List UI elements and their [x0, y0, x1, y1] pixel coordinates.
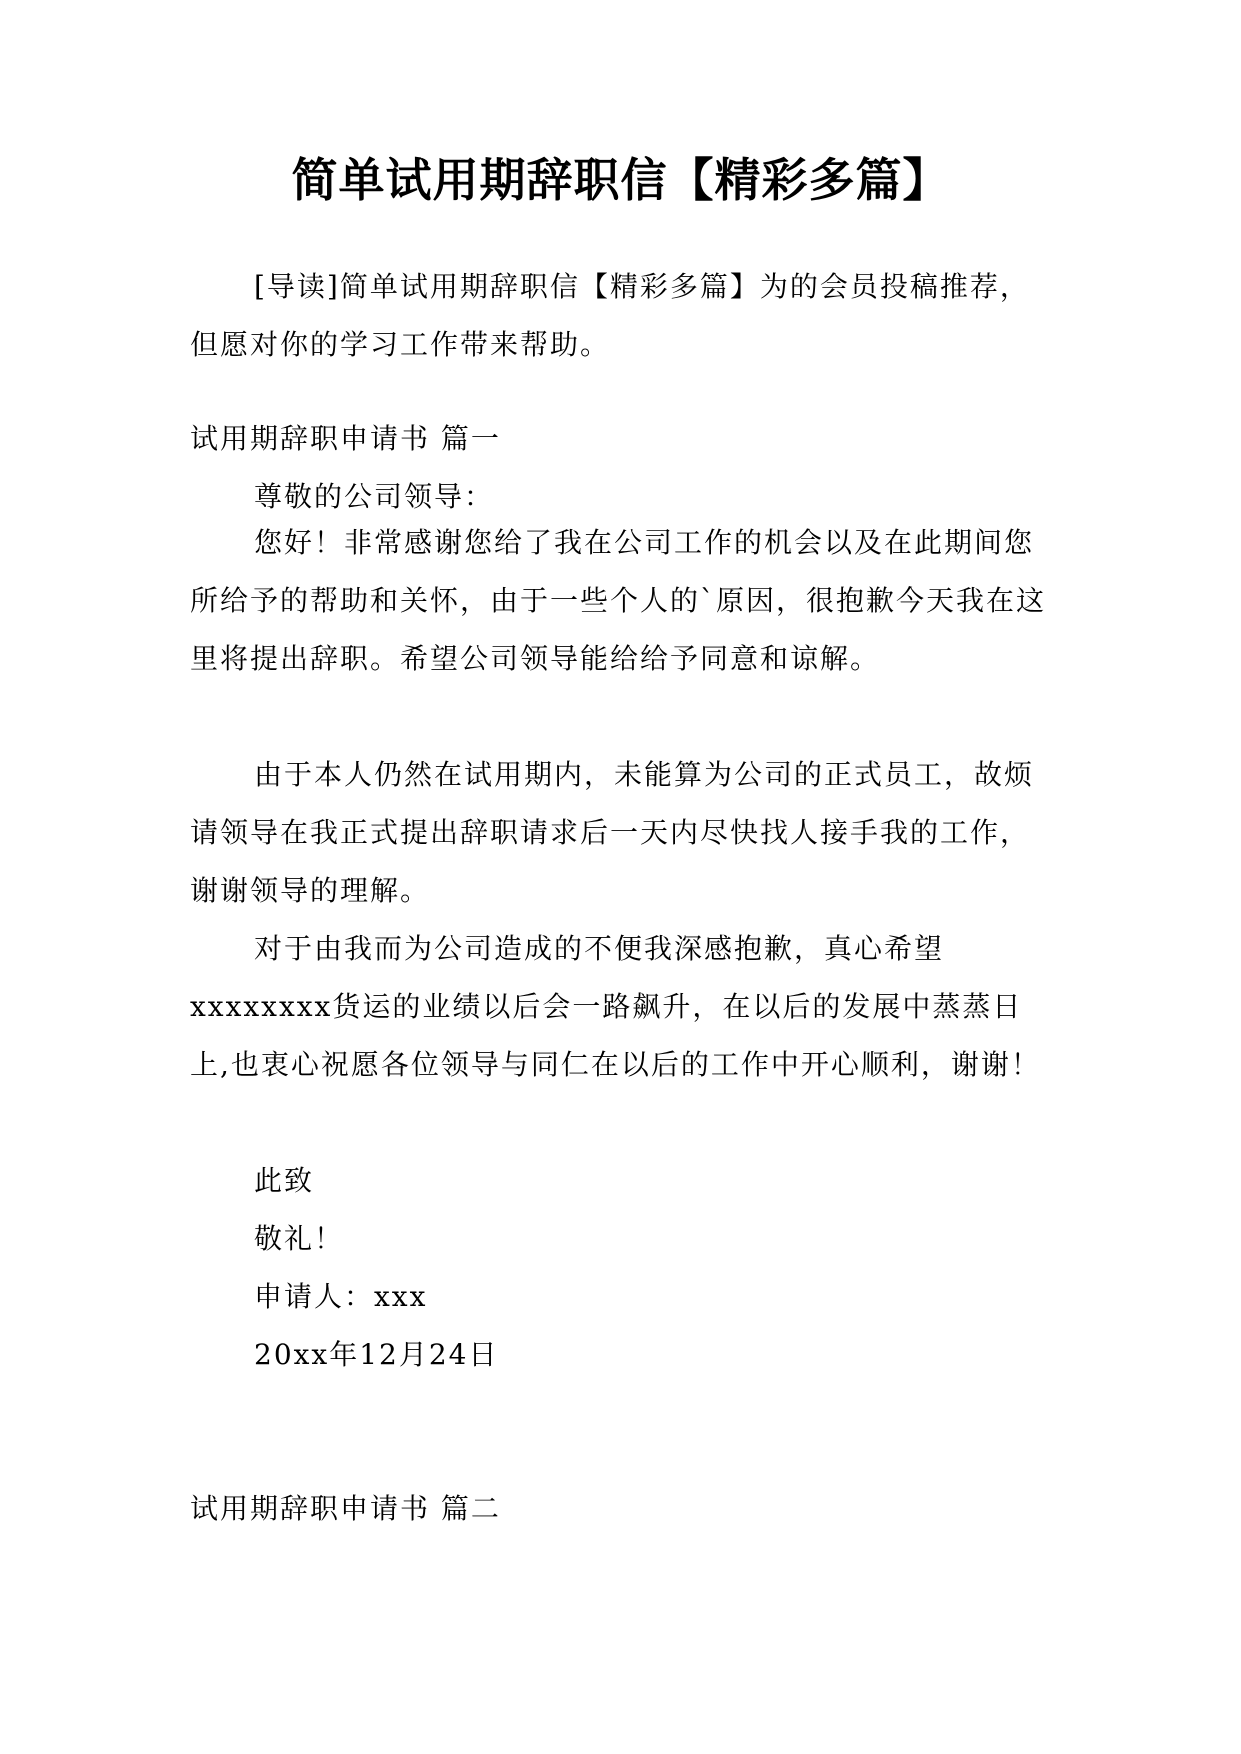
- letter-paragraph-1: 您好！非常感谢您给了我在公司工作的机会以及在此期间您所给予的帮助和关怀，由于一些个人的`原因，很抱歉今天我在这里将提出辞职。希望公司领导能给给予同意和谅解。: [190, 526, 1047, 675]
- letter-paragraph-3: 对于由我而为公司造成的不便我深感抱歉，真心希望xxxxxxxx货运的业绩以后会一路飙升，在以后的发展中蒸蒸日上,也衷心祝愿各位领导与同仁在以后的工作中开心顺利，谢谢！: [190, 932, 1041, 1081]
- closing-line-2: 敬礼！: [254, 1222, 345, 1255]
- document-title: 简单试用期辞职信【精彩多篇】: [291, 153, 950, 207]
- closing-line-1: 此致: [254, 1164, 315, 1197]
- section-heading-2: 试用期辞职申请书 篇二: [190, 1492, 501, 1525]
- date-line: 20xx年12月24日: [254, 1338, 499, 1371]
- applicant-line: 申请人：xxx: [254, 1280, 428, 1313]
- section-heading-1: 试用期辞职申请书 篇一: [190, 422, 501, 455]
- intro-paragraph: [导读]简单试用期辞职信【精彩多篇】为的会员投稿推荐，但愿对你的学习工作带来帮助。: [190, 270, 1030, 361]
- salutation: 尊敬的公司领导：: [254, 480, 495, 513]
- letter-paragraph-2: 由于本人仍然在试用期内，未能算为公司的正式员工，故烦请领导在我正式提出辞职请求后一天内尽快找人接手我的工作，谢谢领导的理解。: [190, 758, 1035, 907]
